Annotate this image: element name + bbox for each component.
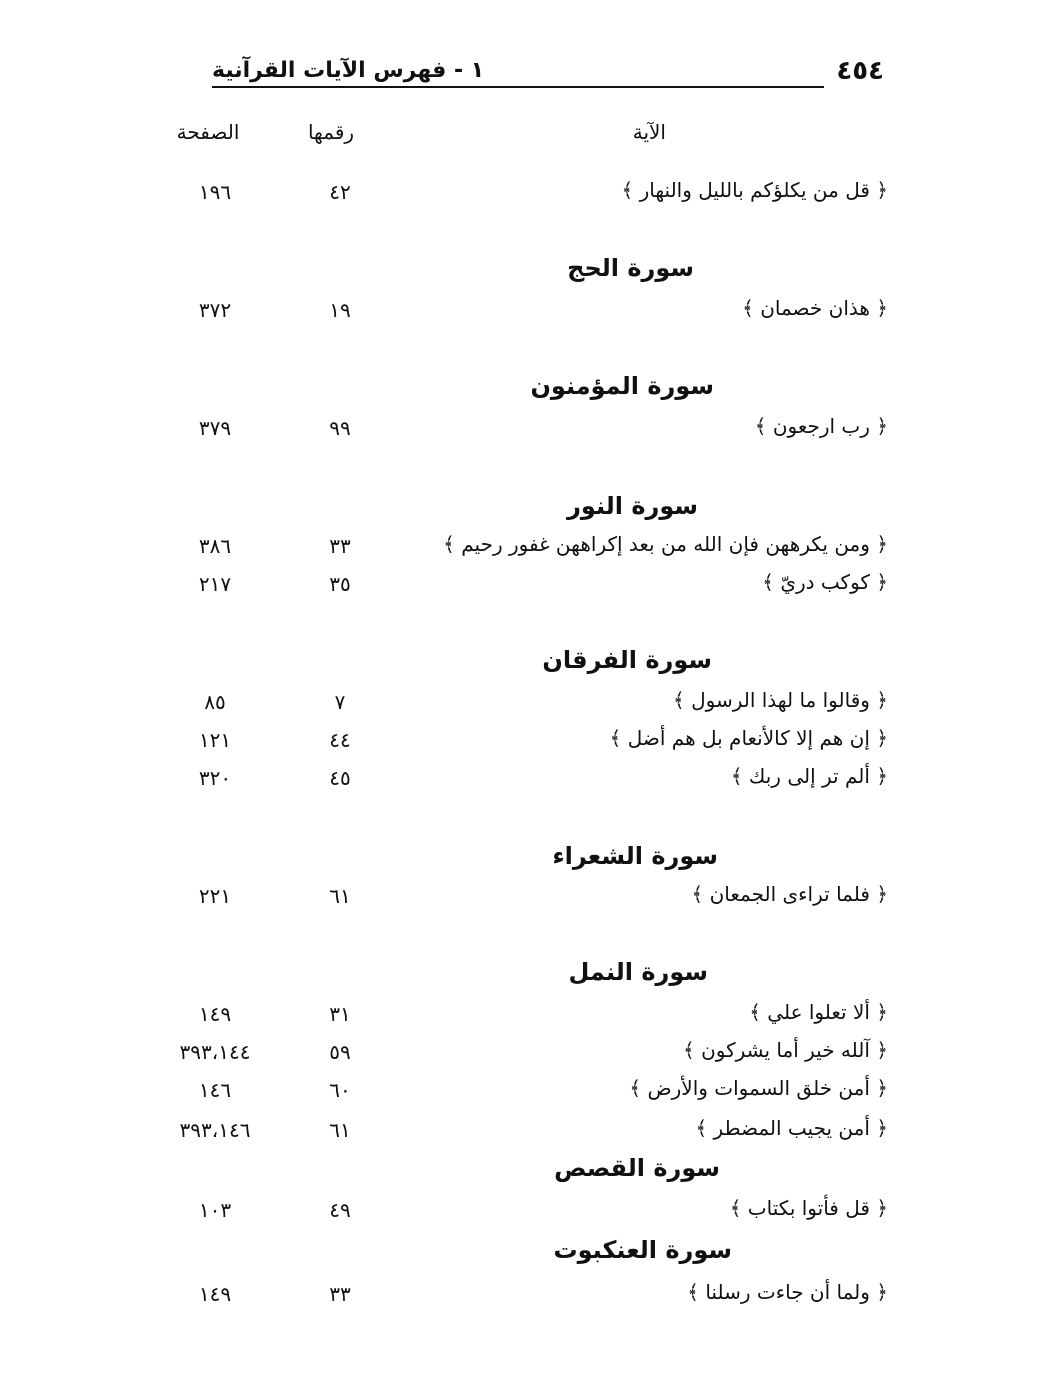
column-header-page: الصفحة — [176, 120, 240, 144]
ayah-page: ١٤٩ — [198, 1002, 232, 1026]
ayah-number: ٤٤ — [329, 728, 351, 752]
ayah-text: ﴿ ألا تعلوا علي ﴾ — [749, 1000, 888, 1024]
ayah-text: ﴿ قل فأتوا بكتاب ﴾ — [729, 1196, 888, 1220]
ayah-number: ٩٩ — [329, 416, 351, 440]
ayah-text: ﴿ هذان خصمان ﴾ — [742, 296, 888, 320]
page-header — [212, 56, 884, 88]
ayah-page: ١٢١ — [198, 728, 232, 752]
ayah-page: ١٩٦ — [198, 180, 232, 204]
surah-heading: سورة النور — [567, 492, 698, 520]
ayah-number: ٦١ — [329, 1118, 351, 1142]
header-rule — [212, 86, 824, 88]
ayah-page: ١٤٩ — [198, 1282, 232, 1306]
column-header-number: رقمها — [307, 120, 355, 144]
ayah-number: ٤٥ — [329, 766, 351, 790]
surah-heading: سورة الحج — [567, 254, 694, 282]
ayah-page: ٣٢٠ — [198, 766, 232, 790]
ayah-number: ٤٢ — [329, 180, 351, 204]
ayah-number: ٥٩ — [329, 1040, 351, 1064]
ayah-page: ٨٥ — [204, 690, 226, 714]
running-title: ١ - فهرس الآيات القرآنية — [212, 58, 485, 83]
surah-heading: سورة النمل — [568, 958, 708, 986]
ayah-page: ٢١٧ — [198, 572, 232, 596]
ayah-page: ١٤٦ — [198, 1078, 232, 1102]
ayah-text: ﴿ وقالوا ما لهذا الرسول ﴾ — [673, 688, 888, 712]
ayah-page: ٣٧٩ — [198, 416, 232, 440]
surah-heading: سورة الفرقان — [542, 646, 712, 674]
ayah-text: ﴿ ومن يكرههن فإن الله من بعد إكراههن غفور رحيم ﴾ — [443, 532, 888, 556]
ayah-text: ﴿ أمن يجيب المضطر ﴾ — [695, 1116, 888, 1140]
ayah-number: ٦٠ — [329, 1078, 351, 1102]
ayah-number: ١٩ — [329, 298, 351, 322]
column-header-ayah: الآية — [632, 120, 666, 144]
ayah-page: ١٠٣ — [198, 1198, 232, 1222]
surah-heading: سورة المؤمنون — [530, 372, 714, 400]
surah-heading: سورة الشعراء — [552, 842, 718, 870]
ayah-page: ٣٩٣،١٤٤ — [179, 1040, 251, 1064]
ayah-number: ٧ — [334, 690, 346, 714]
ayah-text: ﴿ كوكب دريّ ﴾ — [762, 570, 888, 594]
ayah-text: ﴿ قل من يكلؤكم بالليل والنهار ﴾ — [621, 178, 888, 202]
ayah-page: ٣٨٦ — [198, 534, 232, 558]
ayah-number: ٦١ — [329, 884, 351, 908]
ayah-page: ٢٢١ — [198, 884, 232, 908]
ayah-text: ﴿ أمن خلق السموات والأرض ﴾ — [629, 1076, 888, 1100]
ayah-text: ﴿ ولما أن جاءت رسلنا ﴾ — [687, 1280, 888, 1304]
ayah-text: ﴿ ألم تر إلى ربك ﴾ — [730, 764, 888, 788]
ayah-text: ﴿ إن هم إلا كالأنعام بل هم أضل ﴾ — [609, 726, 888, 750]
page-number: ٤٥٤ — [836, 56, 884, 86]
ayah-text: ﴿ رب ارجعون ﴾ — [754, 414, 888, 438]
ayah-number: ٣١ — [329, 1002, 351, 1026]
ayah-number: ٣٥ — [329, 572, 351, 596]
ayah-text: ﴿ آلله خير أما يشركون ﴾ — [683, 1038, 888, 1062]
ayah-page: ٣٩٣،١٤٦ — [179, 1118, 251, 1142]
ayah-number: ٣٣ — [329, 534, 351, 558]
surah-heading: سورة العنكبوت — [553, 1236, 732, 1264]
surah-heading: سورة القصص — [554, 1154, 720, 1182]
ayah-page: ٣٧٢ — [198, 298, 232, 322]
ayah-number: ٣٣ — [329, 1282, 351, 1306]
ayah-number: ٤٩ — [329, 1198, 351, 1222]
ayah-text: ﴿ فلما تراءى الجمعان ﴾ — [691, 882, 888, 906]
